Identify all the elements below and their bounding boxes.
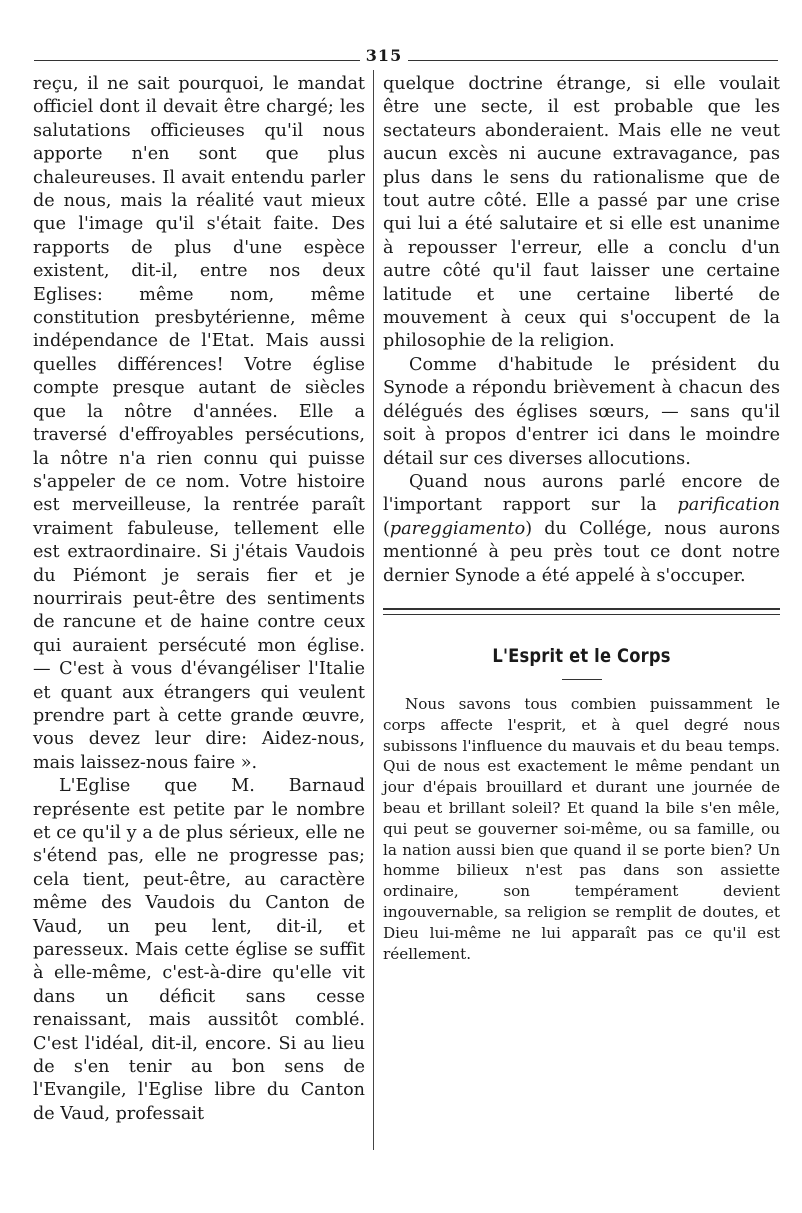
article-body: Nous savons tous combien puissamment le corps affecte l'esprit, et à quel degré nous subissons l'influence du mauvais et du beau temps. Qui de nous est exactement le même pendant un jour d'épais brouillard et durant une journée de beau et brillant soleil? Et quand la bile s'en mêle, qui peut se gouverner soi-même, ou sa famille, ou la nation aussi bien que quand il se porte bien? Un homme bilieux n'est pas dans son assiette ordinaire, son tempérament devient ingouvernable, sa religion se remplit de doutes, et Dieu lui-même ne lui apparaît pas ce qu'il est réellement. <box>383 694 780 963</box>
section-separator <box>383 608 780 615</box>
para3-text-before: Quand nous aurons parlé encore de l'important rapport sur la <box>383 471 780 516</box>
left-paragraph-2: L'Eglise que M. Barnaud représente est petite par le nombre et ce qu'il y a de plus sérieux, elle ne s'étend pas, elle ne progresse pas; cela tient, peut-être, au caractère même des Vaudois du Canton de Vaud, un peu lent, dit-il, et paresseux. Mais cette église se suffit à elle-même, c'est-à-dire qu'elle vit dans un déficit sans cesse renaissant, mais aussitôt comblé. C'est l'idéal, dit-il, encore. Si au lieu de s'en tenir au bon sens de l'Evangile, l'Eglise libre du Canton de Vaud, professait <box>33 776 365 1124</box>
header-rule-left <box>34 60 360 61</box>
left-paragraph-1: reçu, il ne sait pourquoi, le mandat officiel dont il devait être chargé; les salutations officieuses qu'il nous apporte n'en sont que plus chaleureuses. Il avait entendu parler de nous, mais la réalité vaut mieux que l'image qu'il s'était faite. Des rapports de plus d'une espèce existent, dit-il, entre nos deux Eglises: même nom, même constitution presbytérienne, même indépendance de l'Etat. Mais aussi quelles différences! Votre église compte presque autant de siècles que la nôtre d'années. Elle a traversé d'effroyables persécutions, la nôtre n'a rien connu qui puisse s'appeler de ce nom. Votre histoire est merveilleuse, la rentrée paraît vraiment fabuleuse, tellement elle est extraordinaire. Si j'étais Vaudois du Piémont je serais fier et je nourrirais peut-être des sentiments de rancune et de haine contre ceux qui auraient persécuté mon église. — C'est à vous d'évangéliser l'Italie et quant aux étrangers qui veulent prendre part à cette grande œuvre, vous devez leur dire: Aidez-nous, mais laissez-nous faire ». <box>33 74 365 773</box>
para3-text-after: ) du Collége, nous aurons mentionné à peu près tout ce dont notre dernier Synode a été appelé à s'occuper. <box>383 518 780 586</box>
title-dash <box>562 679 602 680</box>
column-divider <box>373 70 374 1150</box>
right-paragraph-2: Comme d'habitude le président du Synode a répondu brièvement à chacun des délégués des églises sœurs, — sans qu'il soit à propos d'entrer ici dans le moindre détail sur ces diverses allocutions. <box>383 354 780 469</box>
header-rule-right <box>408 60 778 61</box>
para3-emphasis-parification: parification <box>677 495 780 516</box>
para3-text-between: ( <box>383 518 390 539</box>
left-column <box>33 73 365 1126</box>
para3-emphasis-pareggiamento: pareggiamento <box>389 518 526 539</box>
article-title: L'Esprit et le Corps <box>492 644 671 667</box>
page-number: 315 <box>365 46 403 65</box>
right-paragraph-1: quelque doctrine étrange, si elle voulait être une secte, il est probable que les sectateurs abonderaient. Mais elle ne veut aucun excès ni aucune extravagance, pas plus dans le sens du rationalisme que de tout autre côté. Elle a passé par une crise qui lui a été salutaire et si elle est unanime à repousser l'erreur, elle a conclu d'un autre côté qu'il faut laisser une certaine latitude et une certaine liberté de mouvement à ceux qui s'occupent de la philosophie de la religion. <box>383 74 780 352</box>
right-column <box>383 73 780 964</box>
right-paragraph-3 <box>383 471 780 588</box>
